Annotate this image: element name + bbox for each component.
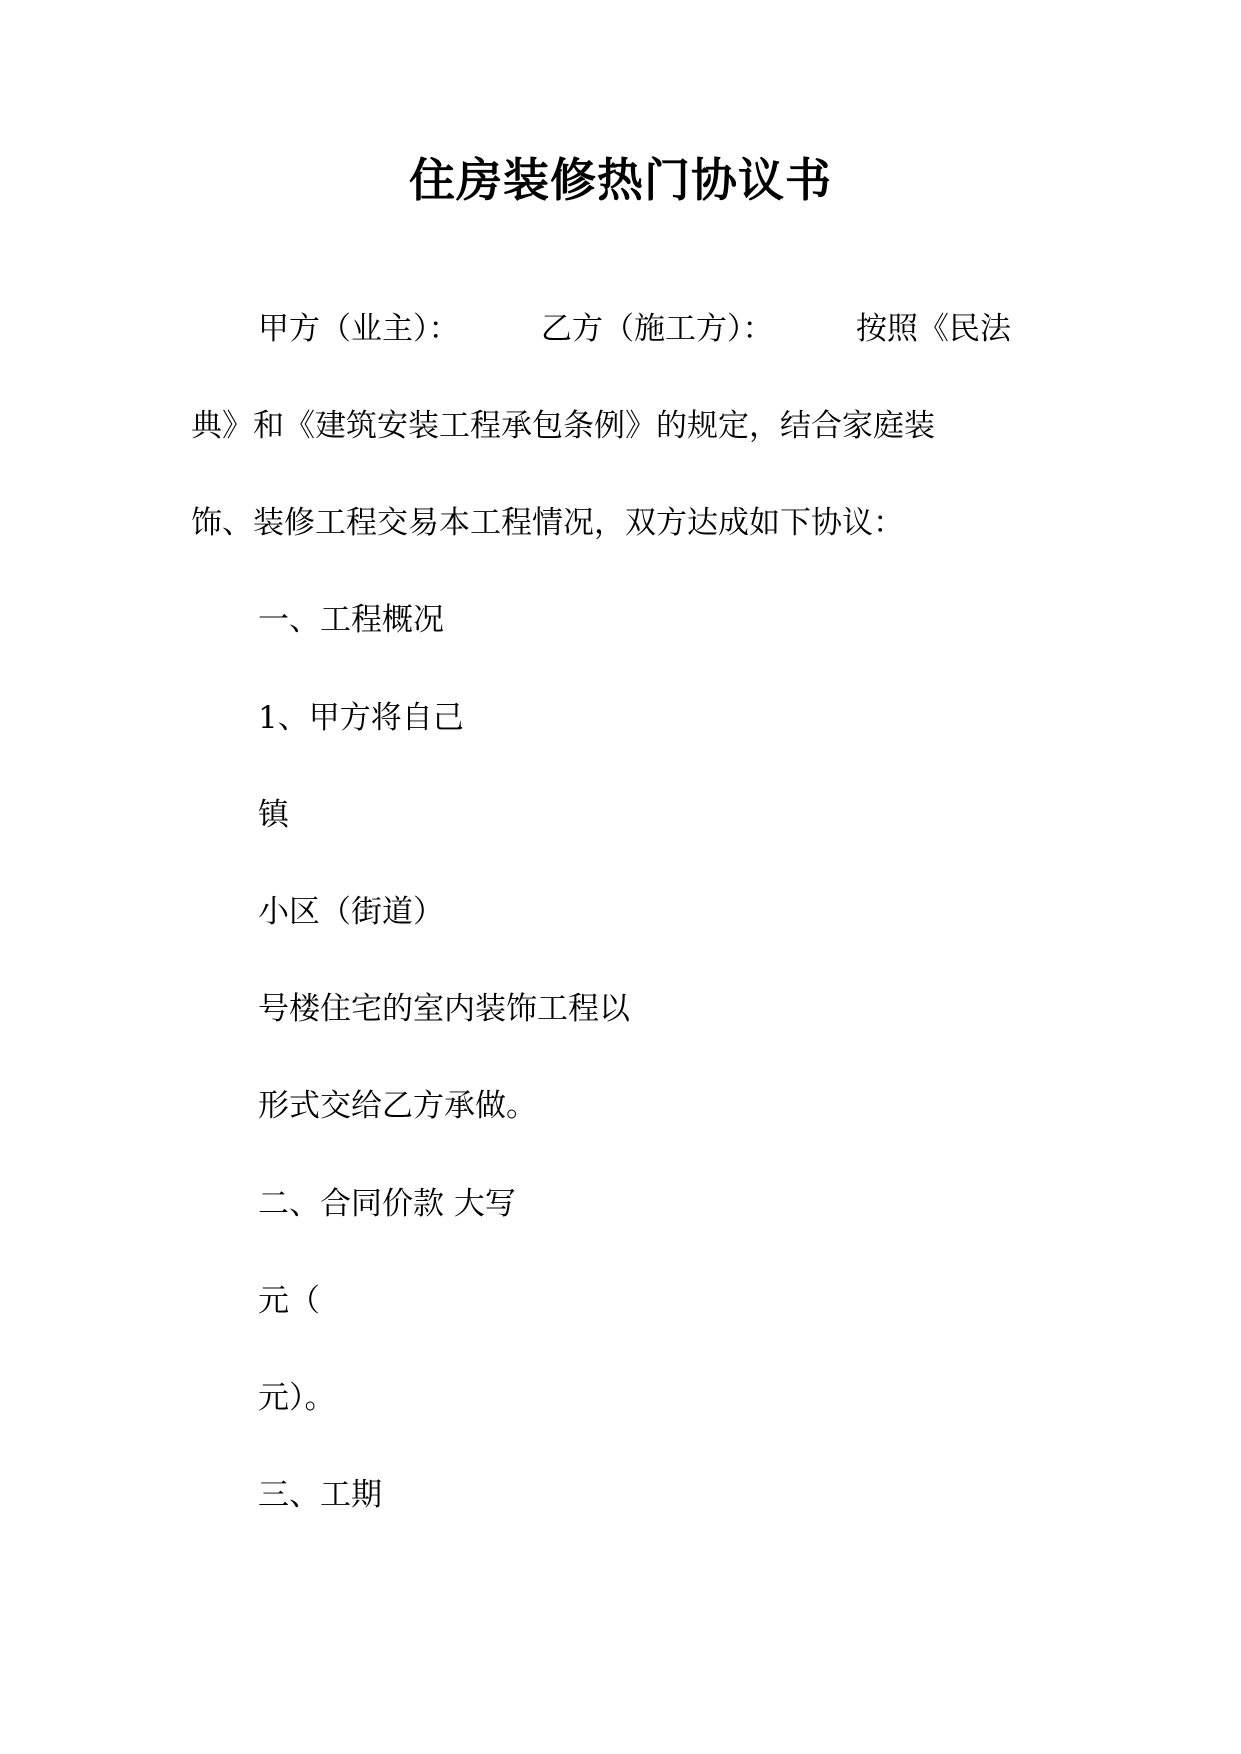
section-1-community: 小区（街道） (258, 894, 444, 930)
section-2-heading: 二、合同价款 大写 (258, 1186, 516, 1222)
document-title: 住房装修热门协议书 (409, 153, 832, 207)
section-1-building: 号楼住宅的室内装饰工程以 (258, 991, 630, 1027)
party-a-label: 甲方（业主）： (258, 311, 460, 347)
intro-line-3: 饰、装修工程交易本工程情况，双方达成如下协议： (191, 505, 904, 541)
section-1-item-1: 1、甲方将自己 (258, 700, 464, 736)
intro-line-2: 典》和《建筑安装工程承包条例》的规定，结合家庭装 (191, 408, 935, 444)
section-3-heading: 三、工期 (258, 1477, 382, 1513)
section-1-town: 镇 (258, 797, 289, 833)
section-2-yuan-open: 元（ (258, 1283, 320, 1319)
intro-line-1 (0, 309, 1241, 349)
section-2-yuan-close: 元）。 (258, 1380, 336, 1416)
intro-line-1-tail: 按照《民法 (856, 311, 1011, 347)
party-b-label: 乙方（施工方）： (541, 311, 774, 347)
section-1-heading: 一、工程概况 (258, 602, 444, 638)
section-1-form: 形式交给乙方承做。 (258, 1088, 537, 1124)
